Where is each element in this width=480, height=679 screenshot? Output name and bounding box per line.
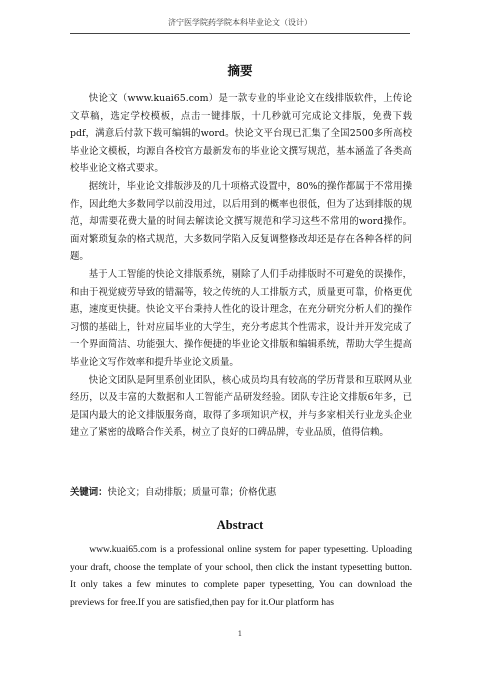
- abstract-paragraph-4: 快论文团队是阿里系创业团队，核心成员均具有较高的学历背景和互联网从业经历，以及丰富的大数据和人工智能产品研发经验。团队专注论文排版6年多，已是国内最大的论文排版服务商，取得了多项知识产权，并与多家相关行业龙头企业建立了紧密的战略合作关系，树立了良好的口碑品牌，专业品质，值得信赖。: [70, 374, 412, 439]
- running-header: 济宁医学院药学院本科毕业论文（设计）: [168, 18, 312, 27]
- abstract-title-en: Abstract: [216, 518, 264, 532]
- abstract-paragraph-2: 据统计，毕业论文排版涉及的几十项格式设置中，80%的操作都属于不常用操作，因此绝大多数同学以前没用过，以后用到的概率也很低，但为了达到排版的规范，却需要花费大量的时间去解读论文撰写规范和学习这些不常用的word操作。面对繁琐复杂的格式规范，大多数同学陷入反复调整修改却还是存在各种各样的问题。: [70, 180, 412, 263]
- abstract-en-paragraph: www.kuai65.com is a professional online system for paper typesetting. Uploading your draft, choose the template of your school, then click the instant typesetting button. It only takes a few minutes to complete paper typesetting, You can download the previews for free.If you are satisfied,then pay for it.Our platform has: [70, 544, 412, 608]
- abstract-title-cn: 摘要: [227, 63, 253, 78]
- keywords-text: 快论文；自动排版；质量可靠；价格优惠: [107, 487, 277, 498]
- keywords-label: 关键词：: [70, 487, 108, 498]
- header-rule: [70, 33, 410, 34]
- abstract-paragraph-1: 快论文（www.kuai65.com）是一款专业的毕业论文在线排版软件，上传论文草稿，选定学校模板，点击一键排版，十几秒就可完成论文排版，免费下载pdf，满意后付款下载可编辑的word。快论文平台现已汇集了全国2500多所高校毕业论文模板，均源自各校官方最新发布的毕业论文撰写规范，基本涵盖了各类高校毕业论文格式要求。: [70, 93, 412, 175]
- abstract-paragraph-3: 基于人工智能的快论文排版系统，剔除了人们手动排版时不可避免的误操作，和由于视觉疲劳导致的错漏等，较之传统的人工排版方式，质量更可靠，价格更优惠，速度更快捷。快论文平台秉持人性化的设计理念，在充分研究分析人们的操作习惯的基础上，针对应届毕业的大学生，充分考虑其个性需求，设计并开发完成了一个界面简洁、功能强大、操作便捷的毕业论文排版和编辑系统，帮助大学生提高毕业论文写作效率和提升毕业论文质量。: [70, 268, 412, 368]
- abstract-body-en: [70, 541, 412, 611]
- page-number: 1: [237, 630, 243, 638]
- keywords-line: [70, 484, 412, 502]
- abstract-body-cn: [70, 90, 412, 442]
